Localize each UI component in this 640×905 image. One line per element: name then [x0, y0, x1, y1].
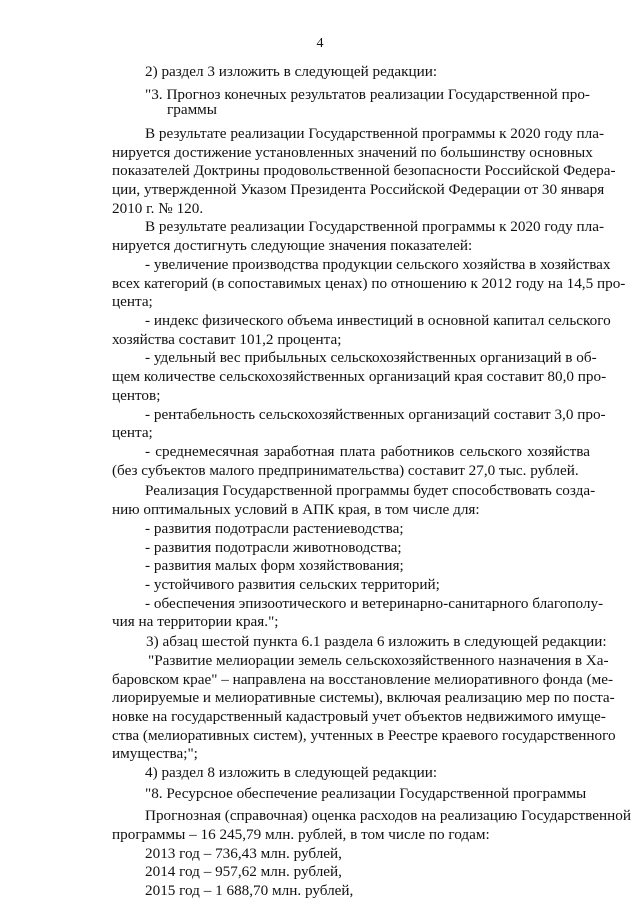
text-line: 2015 год – 1 688,70 млн. рублей,: [145, 882, 354, 899]
text-line: нируется достигнуть следующие значения показателей:: [112, 237, 473, 255]
list-item-line: (без субъектов малого предпринимательства) составит 27,0 тыс. рублей.: [112, 461, 579, 479]
list-item-line: - увеличение производства продукции сельского хозяйства в хозяйствах: [145, 255, 611, 273]
list-item-line: цента;: [112, 293, 153, 311]
list-item-line: - рентабельность сельскохозяйственных организаций составит 3,0 про-: [145, 405, 606, 423]
text-line: 2010 г. № 120.: [112, 199, 204, 217]
text-line: новке на государственный кадастровый учет объектов недвижимого имуще-: [112, 707, 606, 725]
text-line: 4) раздел 8 изложить в следующей редакции:: [145, 764, 438, 782]
list-item-line: всех категорий (в сопоставимых ценах) по отношению к 2012 году на 14,5 про-: [112, 274, 626, 292]
text-line: "Развитие мелиорации земель сельскохозяйственного назначения в Ха-: [148, 651, 609, 669]
list-item-line: - среднемесячная заработная плата работников сельского хозяйства: [145, 443, 590, 460]
section-heading-line: "8. Ресурсное обеспечение реализации Государственной программы: [145, 784, 587, 802]
list-item-line: - развития малых форм хозяйствования;: [145, 557, 404, 575]
section-heading-line: "3. Прогноз конечных результатов реализации Государственной про-: [145, 86, 590, 104]
list-item-line: - обеспечения эпизоотического и ветеринарно-санитарного благополу-: [145, 594, 604, 612]
text-line: лиорируемые и мелиоративные системы), включая реализацию мер по поста-: [112, 689, 615, 707]
list-item-line: - удельный вес прибыльных сельскохозяйственных организаций в об-: [145, 349, 597, 367]
text-line: В результате реализации Государственной программы к 2020 году пла-: [145, 218, 605, 236]
list-item-line: чия на территории края.";: [112, 613, 279, 631]
page-number: 4: [316, 36, 324, 51]
text-line: нируется достижение установленных значений по большинству основных: [112, 143, 593, 161]
list-item-line: хозяйства составит 101,2 процента;: [112, 330, 342, 348]
list-item-line: - развития подотрасли животноводства;: [145, 538, 402, 556]
text-line: 2) раздел 3 изложить в следующей редакции:: [145, 63, 438, 80]
text-line: Реализация Государственной программы будет способствовать созда-: [145, 482, 596, 500]
text-line: ства (мелиоративных систем), учтенных в Реестре краевого государственного: [112, 726, 616, 744]
text-line: показателей Доктрины продовольственной безопасности Российской Федера-: [112, 162, 616, 180]
list-item-line: - устойчивого развития сельских территорий;: [145, 575, 440, 593]
text-line: 2013 год – 736,43 млн. рублей,: [145, 844, 342, 862]
text-line: В результате реализации Государственной программы к 2020 году пла-: [145, 124, 605, 142]
list-item-line: центов;: [112, 386, 161, 404]
text-line: имущества;";: [112, 745, 198, 763]
list-item-line: щем количестве сельскохозяйственных организаций края составит 80,0 про-: [112, 368, 607, 386]
section-heading-line: граммы: [167, 101, 217, 119]
text-line: 3) абзац шестой пункта 6.1 раздела 6 изложить в следующей редакции:: [146, 633, 607, 650]
list-item-line: цента;: [112, 424, 153, 442]
text-line: программы – 16 245,79 млн. рублей, в том числе по годам:: [112, 825, 490, 843]
text-line: баровском крае" – направлена на восстановление мелиоративного фонда (ме-: [112, 670, 614, 688]
list-item-line: - развития подотрасли растениеводства;: [145, 519, 404, 537]
text-line: Прогнозная (справочная) оценка расходов на реализацию Государственной: [145, 807, 631, 825]
text-line: ции, утвержденной Указом Президента Российской Федерации от 30 января: [112, 180, 605, 198]
text-line: нию оптимальных условий в АПК края, в том числе для:: [112, 501, 480, 518]
text-line: 2014 год – 957,62 млн. рублей,: [145, 863, 342, 881]
list-item-line: - индекс физического объема инвестиций в основной капитал сельского: [145, 312, 611, 329]
